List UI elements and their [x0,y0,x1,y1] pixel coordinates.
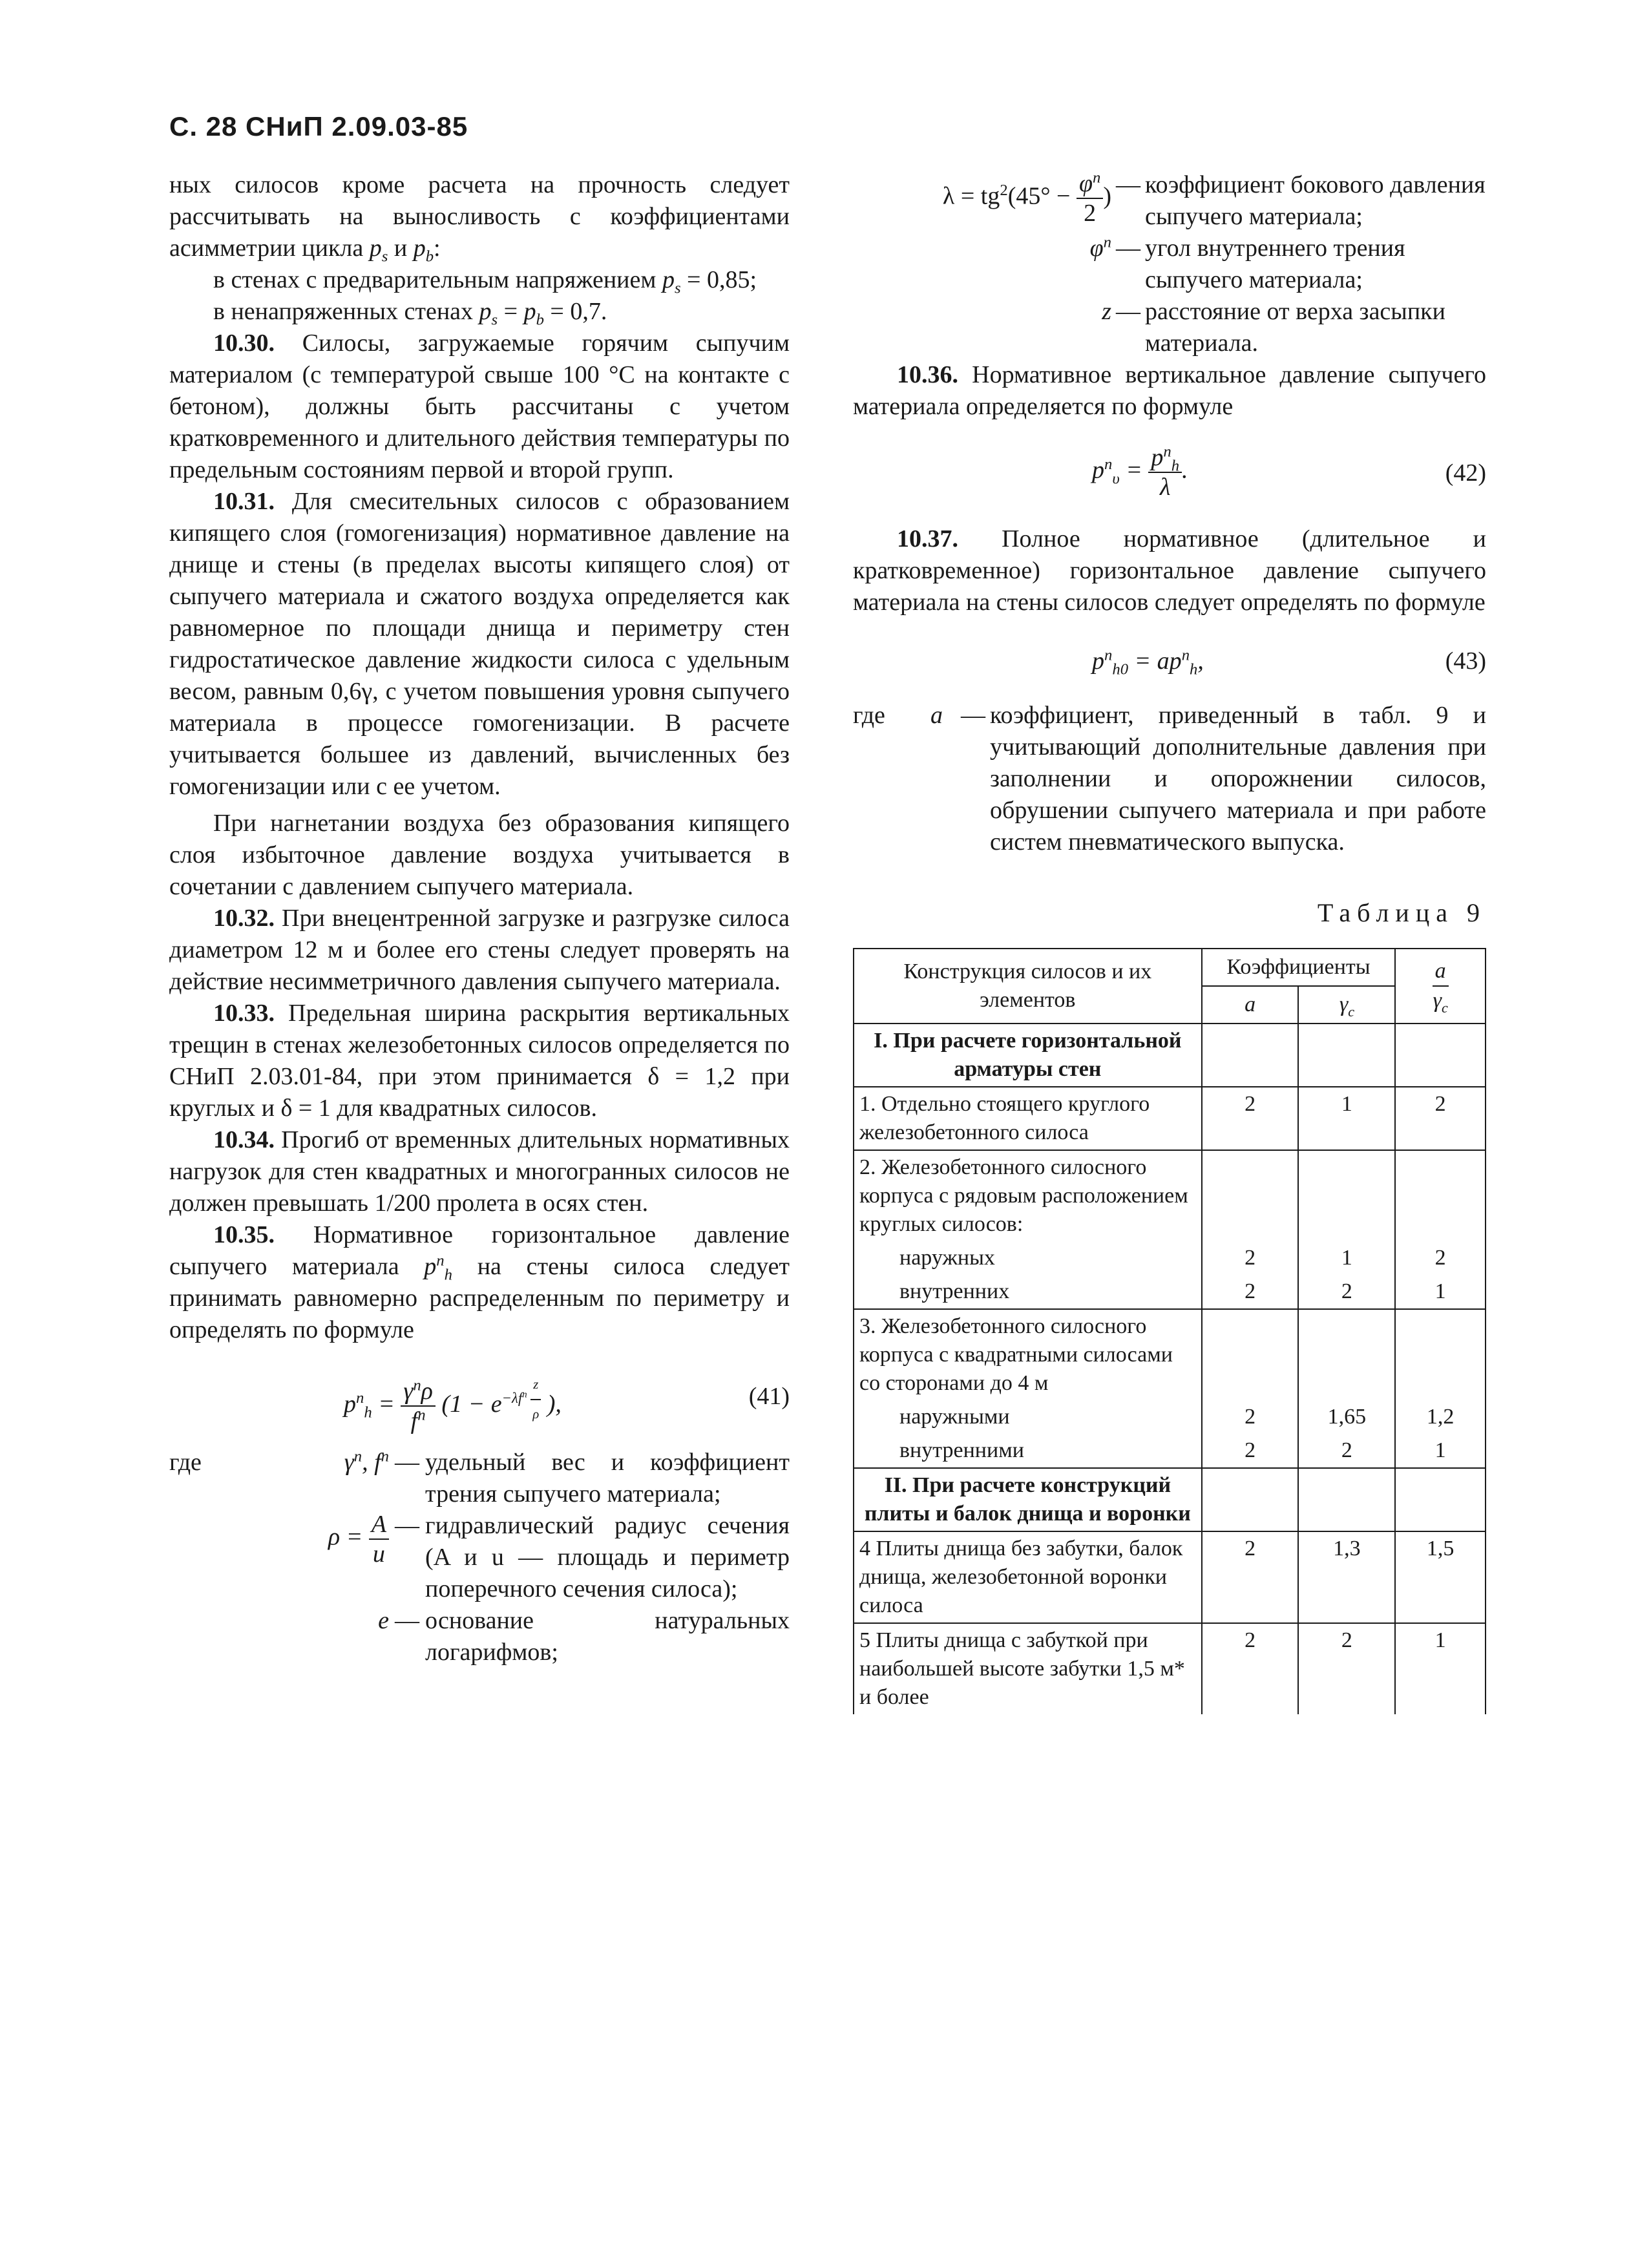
clause-10-37: 10.37. Полное нормативное (длительное и кратковременное) горизонтальное давление сыпучего материала на стены силосов следует определять по формуле [853,525,1487,616]
clause-10-34: 10.34. Прогиб от временных длительных нормативных нагрузок для стен квадратных и многогранных силосов не должен превышать 1/200 пролета в осях стен. [169,1126,790,1217]
formula-43-number: (43) [1445,647,1486,675]
header-coefficients: Коэффициенты [1202,949,1396,986]
table-row: 3. Железобетонного силосного корпуса с квадратными силосами со сторонами до 4 м [854,1309,1486,1400]
table-row: 1. Отдельно стоящего круглого железобетонного силоса 2 1 2 [854,1087,1486,1150]
section-horizontal-reinforcement: I. При расчете горизонтальной арматуры стен [854,1024,1202,1087]
def-rho: ρ = $\frac{A}{u}$ — гидравлический радиус сечения (A и u — площадь и периметр поперечного сечения силоса); [328,1511,790,1602]
def-z: z — расстояние от верха засыпки материала. [1102,298,1445,357]
def-a: где a — коэффициент, приведенный в табл. 9 и учитывающий дополнительные давления при заполнении и опорожнении силосов, обрушении сыпучего материала и при работе систем пневматического выпуска. [853,702,1486,856]
coefficients-table [853,948,1486,1714]
clause-10-33: 10.33. Предельная ширина раскрытия вертикальных трещин в стенах железобетонных силосов определяется по СНиП 2.03.01-84, при этом принимается δ = 1,2 при круглых и δ = 1 для квадратных силосов. [169,1000,790,1122]
clause-10-32: 10.32. При внецентренной загрузке и разгрузке силоса диаметром 12 м и более его стены следует проверять на действие несимметричного давления сыпучего материала. [169,905,790,995]
header-a: a [1202,986,1299,1024]
formula-41: $p^n_h$ = $\frac{\gamma^n\rho}{f^n}$ ($1 - e^{-\lambda f^n \frac{z}{\rho}}$ ), (41) [169,1358,790,1435]
right-column [853,169,1486,1714]
formula-42: $p^n_\upsilon$ = $\frac{p^n_h}{\lambda}$ . (42) [1092,443,1486,501]
def-gamma-f: где $\gamma^n$, $f^n$ — удельный вес и коэффициент трения сыпучего материала; [169,1447,790,1507]
section-bottom-slab: II. При расчете конструкций плиты и балок днища и воронки [854,1468,1202,1531]
formula-42-number: (42) [1445,459,1486,487]
formula-41-definitions [169,1447,790,1668]
def-lambda: $\lambda = tg^2(45^\circ$ − $\frac{\varphi^n}{2}$ ) — коэффициент бокового давления сыпучего материала; [942,169,1486,230]
def-phi: $\varphi^n$ — угол внутреннего трения сыпучего материала; [1089,233,1405,293]
paragraph-air-injection: При нагнетании воздуха без образования кипящего слоя избыточное давление воздуха учитывается в сочетании с давлением сыпучего материала. [169,810,790,900]
table-row: 4 Плиты днища без забутки, балок днища, железобетонной воронки силоса 2 1,3 1,5 [854,1531,1486,1623]
table-row: 5 Плиты днища с забуткой при наибольшей высоте забутки 1,5 м* и более 2 2 1 [854,1623,1486,1714]
clause-10-35: 10.35. Нормативное горизонтальное давление сыпучего материала $p^n_h$ на стены силоса следует принимать равномерно распределенным по периметру и определять по формуле [169,1221,790,1343]
paragraph-prestressed: в стенах с предварительным напряжением $p_s = 0,85$; [213,266,757,297]
clause-10-36: 10.36. Нормативное вертикальное давление сыпучего материала определяется по формуле [853,361,1486,420]
formula-43: $p^n_{h0} = ap^n_h$, (43) [1092,646,1486,678]
table-row: внутренних 2 2 1 [854,1275,1486,1309]
table-row: наружными 2 1,65 1,2 [854,1400,1486,1434]
left-column [169,169,790,1668]
clause-10-30: 10.30. Силосы, загружаемые горячим сыпучим материалом (с температурой свыше 100 °С на контакте с бетоном), должны быть рассчитаны с учетом кратковременного и длительного действия температуры по предельным состояниям первой и второй групп. [169,330,790,483]
page-header: С. 28 СНиП 2.09.03-85 [169,111,468,142]
header-ratio: $\frac{a}{\gamma_c}$ [1395,949,1486,1024]
paragraph-endurance: ных силосов кроме расчета на прочность следует рассчитывать на выносливость с коэффициентами асимметрии цикла $p_s$ и $p_b$: [169,171,790,266]
table-row: наружных 2 1 2 [854,1241,1486,1275]
header-construction: Конструкция силосов и их элементов [854,949,1202,1024]
table-row: внутренними 2 2 1 [854,1434,1486,1468]
table-caption: Таблица 9 [1317,898,1486,927]
paragraph-unstressed: в ненапряженных стенах $p_s = p_b = 0,7$. [213,298,607,329]
table-row: 2. Железобетонного силосного корпуса с рядовым расположением круглых силосов: [854,1150,1486,1241]
clause-10-31: 10.31. Для смесительных силосов с образованием кипящего слоя (гомогенизация) нормативное давление на днище и стены (в пределах высоты кипящего слоя) от сыпучего материала и сжатого воздуха определяется как равномерное по площади днища и периметру стен гидростатическое давление жидкости силоса с удельным весом, равным 0,6γ, с учетом повышения уровня сыпучего материала в процессе гомогенизации. В расчете учитывается большее из давлений, вычисленных без гомогенизации или с ее учетом. [169,488,790,800]
header-gamma-c: $\gamma_c$ [1298,986,1395,1024]
def-e: e — основание натуральных логарифмов; [378,1607,790,1666]
formula-41-number: (41) [748,1383,790,1410]
